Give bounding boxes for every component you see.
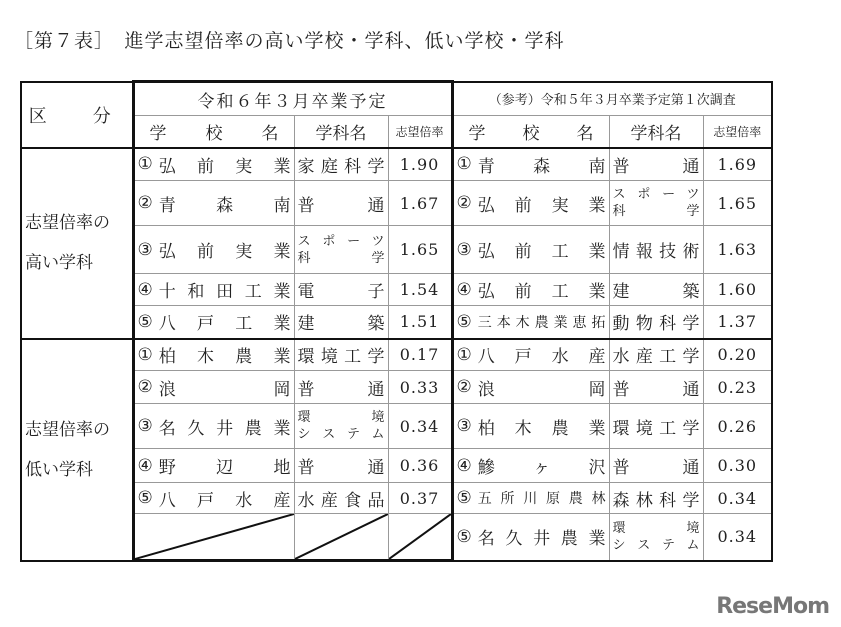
dept-name: 動物科学: [612, 314, 700, 335]
rate-cell: 0.33: [388, 371, 452, 404]
rate-cell: 0.20: [703, 339, 772, 371]
table-row: [21, 514, 772, 561]
school-cell: [452, 226, 609, 274]
rate-col-header: 志望倍率: [388, 116, 452, 148]
dept-line: スポーツ: [297, 233, 385, 249]
category-line: 低い学科: [25, 459, 93, 480]
rank-number: ⑤: [456, 526, 472, 547]
school-cell: [133, 274, 294, 306]
rank-number: ④: [456, 455, 472, 476]
table-row: [21, 404, 772, 449]
dept-cell: [294, 371, 388, 404]
school-cell: [452, 404, 609, 449]
school-cell: [452, 339, 609, 371]
table-row: [21, 148, 772, 181]
dept-name: 環境工学: [297, 347, 385, 368]
rate-cell: 0.37: [388, 483, 452, 514]
rate-cell: 1.54: [388, 274, 452, 306]
rate-cell: 1.65: [388, 226, 452, 274]
school-cell: [452, 306, 609, 339]
table-row: [21, 181, 772, 226]
dept-cell: [294, 148, 388, 181]
school-name: 浪岡: [477, 379, 606, 400]
table-row: [21, 449, 772, 483]
dept-name: 建築: [612, 282, 700, 302]
ref-rate-col-header: 志望倍率: [703, 116, 772, 148]
rate-cell: 0.34: [388, 404, 452, 449]
dept-name: 普通: [297, 379, 385, 400]
rank-number: ①: [137, 344, 153, 365]
reference-year-header: （参考）令和５年３月卒業予定第１次調査: [452, 82, 772, 116]
school-name: 八戸水産: [477, 347, 606, 368]
rate-cell: 0.34: [703, 483, 772, 514]
rank-number: ⑤: [137, 311, 153, 332]
school-name: 名久井農業: [477, 529, 606, 550]
dept-name: 情報技術: [612, 242, 700, 262]
category-line: 志望倍率の: [25, 213, 110, 233]
rank-number: ①: [456, 344, 472, 365]
dept-col-header: 学科名: [294, 116, 388, 148]
school-name: 弘前工業: [477, 282, 606, 302]
dept-cell: [609, 181, 703, 226]
rank-number: ③: [137, 239, 153, 260]
school-cell: [133, 483, 294, 514]
rank-number: ④: [456, 279, 472, 300]
applicant-ratio-table: [20, 80, 773, 562]
school-cell: [452, 371, 609, 404]
dept-cell: [294, 483, 388, 514]
school-name: 柏木農業: [158, 347, 291, 368]
dept-cell: [294, 226, 388, 274]
diagonal-line: [295, 514, 388, 559]
dept-name: 普通: [297, 458, 385, 478]
rate-cell: 0.34: [703, 514, 772, 561]
rank-number: ③: [137, 416, 153, 436]
school-name: 浪岡: [158, 379, 291, 400]
school-cell: [452, 148, 609, 181]
table-row: [21, 306, 772, 339]
kubun-header: 区 分: [21, 82, 133, 148]
table-title: ［第７表］ 進学志望倍率の高い学校・学科、低い学校・学科: [14, 30, 565, 52]
school-name: 青森南: [158, 195, 291, 216]
rate-cell: 1.51: [388, 306, 452, 339]
dept-name: 森林科学: [612, 490, 700, 511]
dept-line: システム: [297, 427, 385, 442]
table-row: [21, 226, 772, 274]
school-cell: [133, 339, 294, 371]
dept-cell: [609, 371, 703, 404]
rate-cell: 1.60: [703, 274, 772, 306]
current-year-header: 令和６年３月卒業予定: [133, 82, 452, 116]
ref-dept-col-header: 学科名: [609, 116, 703, 148]
rate-cell: 1.90: [388, 148, 452, 181]
dept-cell: [609, 226, 703, 274]
rate-cell: 0.17: [388, 339, 452, 371]
dept-cell: [294, 274, 388, 306]
dept-name: 普通: [612, 156, 700, 177]
rank-number: ③: [456, 416, 472, 436]
blank-cell: [294, 514, 388, 561]
school-name: 八戸工業: [158, 314, 291, 335]
school-col-header: 学 校 名: [133, 116, 294, 148]
dept-line: 環境: [297, 410, 385, 425]
rank-number: ②: [456, 193, 472, 213]
dept-cell: [294, 181, 388, 226]
rate-cell: 0.36: [388, 449, 452, 483]
rate-cell: 0.26: [703, 404, 772, 449]
table-row: [21, 339, 772, 371]
dept-cell: [609, 404, 703, 449]
school-name: 野辺地: [158, 458, 291, 478]
school-cell: [133, 449, 294, 483]
dept-cell: [609, 148, 703, 181]
dept-cell: [294, 306, 388, 339]
dept-cell: [294, 339, 388, 371]
dept-cell: [609, 339, 703, 371]
category-high: [21, 148, 133, 339]
school-cell: [452, 274, 609, 306]
rate-cell: 1.63: [703, 226, 772, 274]
table-row: [21, 371, 772, 404]
rank-number: ②: [456, 377, 472, 397]
dept-line: 科学: [612, 204, 700, 219]
dept-cell: [609, 514, 703, 561]
ref-school-col-header: 学 校 名: [452, 116, 609, 148]
dept-name: 普通: [612, 458, 700, 478]
school-name: 弘前実業: [477, 195, 606, 216]
blank-cell: [133, 514, 294, 561]
table-row: [21, 483, 772, 514]
school-name: 鰺ヶ沢: [477, 458, 606, 478]
school-cell: [452, 514, 609, 561]
dept-cell: [609, 449, 703, 483]
dept-cell: [609, 274, 703, 306]
dept-cell: [609, 483, 703, 514]
school-name: 三本木農業恵拓: [477, 314, 606, 331]
school-cell: [452, 449, 609, 483]
school-name: 名久井農業: [158, 418, 291, 439]
rate-cell: 1.69: [703, 148, 772, 181]
school-name: 八戸水産: [158, 490, 291, 511]
rank-number: ②: [137, 193, 153, 213]
dept-name: 水産工学: [612, 347, 700, 368]
rank-number: ①: [137, 154, 153, 175]
dept-name: 普通: [612, 379, 700, 400]
table-row: [21, 274, 772, 306]
dept-cell: [294, 449, 388, 483]
resemom-logo: ReseMom: [716, 594, 829, 619]
rank-number: ②: [137, 377, 153, 397]
rank-number: ③: [456, 239, 472, 260]
blank-cell: [388, 514, 452, 561]
school-name: 五所川原農林: [477, 491, 606, 507]
school-name: 柏木農業: [477, 418, 606, 439]
school-cell: [133, 404, 294, 449]
dept-name: 家庭科学: [297, 156, 385, 177]
category-line: 高い学科: [25, 253, 93, 273]
dept-line: 環境: [612, 520, 700, 536]
rank-number: ④: [137, 279, 153, 300]
rate-cell: 1.67: [388, 181, 452, 226]
school-cell: [133, 371, 294, 404]
school-name: 弘前工業: [477, 242, 606, 262]
rank-number: ⑤: [456, 311, 472, 332]
rank-number: ⑤: [456, 488, 472, 508]
school-cell: [133, 226, 294, 274]
school-name: 青森南: [477, 156, 606, 177]
school-cell: [452, 181, 609, 226]
dept-cell: [609, 306, 703, 339]
dept-line: 科学: [297, 250, 385, 266]
dept-cell: [294, 404, 388, 449]
school-cell: [133, 181, 294, 226]
dept-name: 環境工学: [612, 418, 700, 439]
rate-cell: 1.37: [703, 306, 772, 339]
category-line: 志望倍率の: [25, 419, 110, 440]
school-cell: [133, 306, 294, 339]
dept-name: 建築: [297, 314, 385, 335]
school-name: 弘前実業: [158, 242, 291, 262]
rate-cell: 0.23: [703, 371, 772, 404]
diagonal-line: [389, 514, 451, 559]
dept-name: 水産食品: [297, 490, 385, 511]
rank-number: ④: [137, 455, 153, 476]
rate-cell: 1.65: [703, 181, 772, 226]
school-cell: [452, 483, 609, 514]
rate-cell: 0.30: [703, 449, 772, 483]
school-name: 十和田工業: [158, 282, 291, 302]
rank-number: ①: [456, 154, 472, 175]
dept-line: スポーツ: [612, 187, 700, 202]
school-cell: [133, 148, 294, 181]
dept-line: システム: [612, 537, 700, 553]
dept-name: 電子: [297, 282, 385, 302]
school-name: 弘前実業: [158, 156, 291, 177]
category-low: [21, 339, 133, 561]
dept-name: 普通: [297, 195, 385, 216]
rank-number: ⑤: [137, 488, 153, 508]
diagonal-line: [135, 514, 294, 559]
